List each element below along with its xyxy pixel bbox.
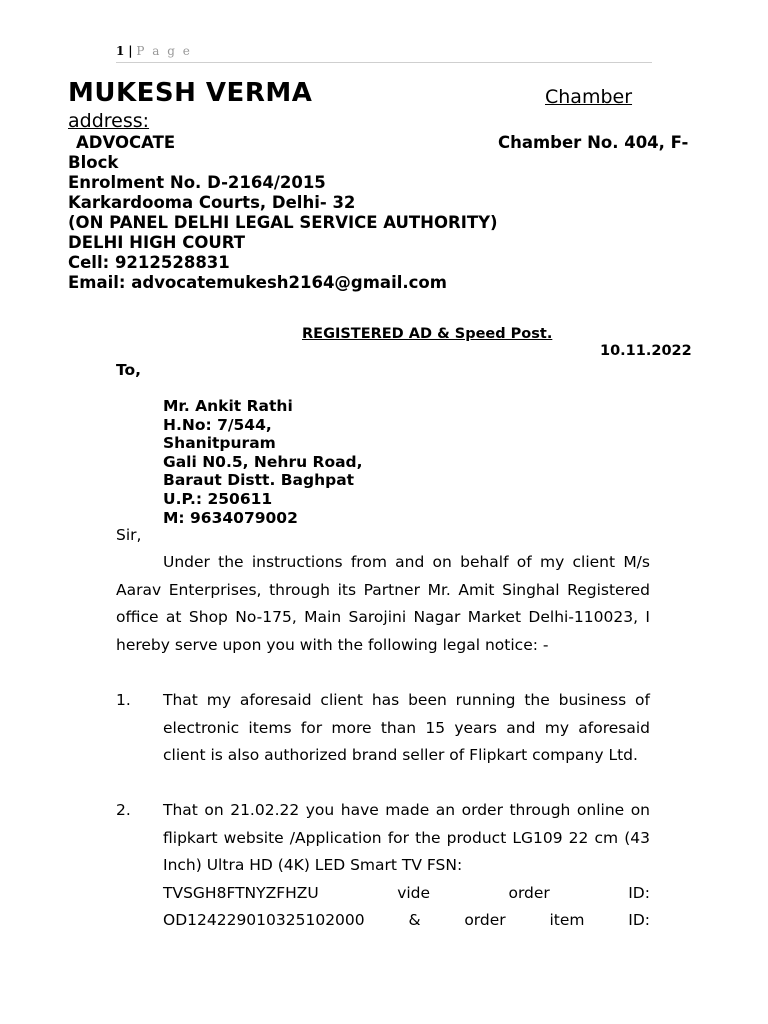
recipient-pin: U.P.: 250611: [163, 489, 273, 508]
chamber-number: Chamber No. 404, F-: [498, 133, 689, 152]
page-separator: |: [128, 44, 133, 58]
word: &: [408, 911, 421, 930]
chamber-address-label: Chamber: [545, 86, 633, 108]
word: vide: [397, 883, 431, 902]
word: order: [464, 911, 506, 930]
point-2-row-2: [163, 907, 650, 935]
point-2-row-1: [163, 880, 650, 908]
point-number: 2.: [116, 801, 131, 819]
letterhead-details: [68, 173, 498, 293]
letter-date: 10.11.2022: [600, 343, 692, 359]
panel-info: (ON PANEL DELHI LEGAL SERVICE AUTHORITY): [68, 213, 498, 232]
court-address: Karkardooma Courts, Delhi- 32: [68, 193, 356, 212]
advocate-name: MUKESH VERMA: [68, 78, 313, 108]
chamber-number-cont: Block: [68, 153, 119, 172]
dispatch-mode: REGISTERED AD & Speed Post.: [302, 326, 553, 342]
page-number: 1: [116, 44, 125, 58]
to-label: To,: [116, 361, 142, 379]
recipient-house: H.No: 7/544,: [163, 415, 272, 434]
point-text: That my aforesaid client has been running the business of electronic items for more than 15 years and my aforesaid client is also authorized brand seller of Flipkart company Ltd.: [163, 691, 650, 765]
page-label: P a g e: [136, 44, 192, 58]
point-number: 1.: [116, 691, 131, 709]
word: ID:: [628, 911, 650, 930]
cell-number: Cell: 9212528831: [68, 253, 230, 272]
header-divider: [116, 62, 652, 63]
recipient-address: [163, 397, 363, 527]
point-text: That on 21.02.22 you have made an order through online on flipkart website /Application for the product LG109 22 cm (43 Inch) Ultra HD (4K) LED Smart TV FSN:: [163, 801, 650, 875]
recipient-district: Baraut Distt. Baghpat: [163, 471, 355, 490]
intro-paragraph: Under the instructions from and on behalf of my client M/s Aarav Enterprises, through its Partner Mr. Amit Singhal Registered office at Shop No-175, Main Sarojini Nagar Market Delhi-110023, I hereby serve upon you with the following legal notice: -: [116, 553, 650, 654]
email: Email: advocatemukesh2164@gmail.com: [68, 273, 447, 292]
salutation: Sir,: [116, 526, 142, 544]
page-header: [116, 44, 192, 58]
word: order: [508, 883, 550, 902]
order-id-value: OD124229010325102000: [163, 911, 365, 930]
high-court: DELHI HIGH COURT: [68, 233, 245, 252]
recipient-name: Mr. Ankit Rathi: [163, 397, 293, 415]
word: item: [549, 911, 585, 930]
word: ID:: [628, 883, 650, 902]
recipient-mobile: M: 9634079002: [163, 508, 298, 527]
fsn-value: TVSGH8FTNYZFHZU: [163, 883, 319, 902]
address-label: address:: [68, 110, 150, 132]
recipient-locality: Shanitpuram: [163, 434, 276, 453]
point-2-body: [163, 797, 650, 935]
designation: ADVOCATE: [76, 133, 176, 152]
enrolment-number: Enrolment No. D-2164/2015: [68, 173, 326, 192]
recipient-street: Gali N0.5, Nehru Road,: [163, 452, 363, 471]
